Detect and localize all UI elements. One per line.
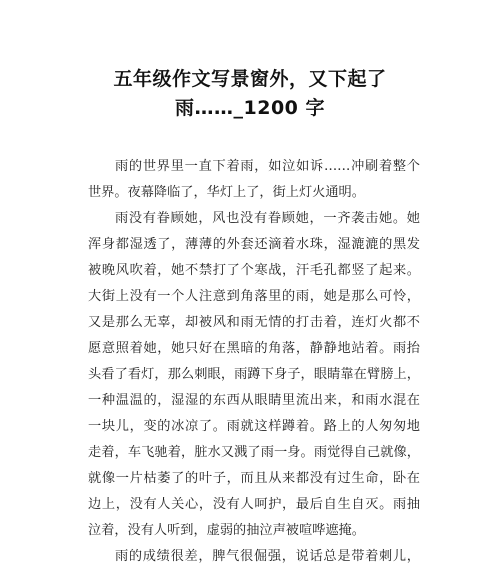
body-line: 边上，没有人关心，没有人呵护，最后自生自灭。雨抽 — [88, 497, 420, 512]
body-line: 头看了看灯，那么刺眼，雨蹲下身子，眼睛靠在臂膀上， — [88, 367, 420, 382]
document-title-line-1: 五年级作文写景窗外，又下起了 — [113, 68, 387, 90]
body-line: 浑身都湿透了，薄薄的外套还滴着水珠，湿漉漉的黑发 — [88, 237, 420, 252]
body-line: 世界。夜幕降临了，华灯上了，街上灯火通明。 — [88, 185, 365, 200]
body-line: 大街上没有一个人注意到角落里的雨，她是那么可怜， — [88, 289, 420, 304]
body-line: 走着，车飞驰着，脏水又溅了雨一身。雨觉得自己就像， — [88, 445, 420, 460]
body-line: 雨没有眷顾她，风也没有眷顾她，一齐袭击她。她 — [115, 211, 420, 226]
body-line: 愿意照着她，她只好在黑暗的角落，静静地站着。雨抬 — [88, 341, 420, 356]
document-body — [88, 154, 420, 570]
body-line: 泣着，没有人听到，虚弱的抽泣声被喧哗遮掩。 — [88, 523, 365, 538]
body-line: 一种温温的，湿湿的东西从眼睛里流出来，和雨水混在 — [88, 393, 420, 408]
body-line: 一块儿，变的冰凉了。雨就这样蹲着。路上的人匆匆地 — [88, 419, 420, 434]
body-line: 又是那么无辜，却被风和雨无情的打击着，连灯火都不 — [88, 315, 420, 330]
body-line: 雨的世界里一直下着雨，如泣如诉……冲刷着整个 — [115, 159, 420, 174]
document-title-line-2: 雨……_1200 字 — [175, 97, 325, 119]
body-line: 雨的成绩很差，脾气很倔强，说话总是带着刺儿， — [115, 549, 420, 564]
body-line: 被晚风吹着，她不禁打了个寒战，汗毛孔都竖了起来。 — [88, 263, 420, 278]
body-line: 就像一片枯萎了的叶子，而且从来都没有过生命，卧在 — [88, 471, 420, 486]
